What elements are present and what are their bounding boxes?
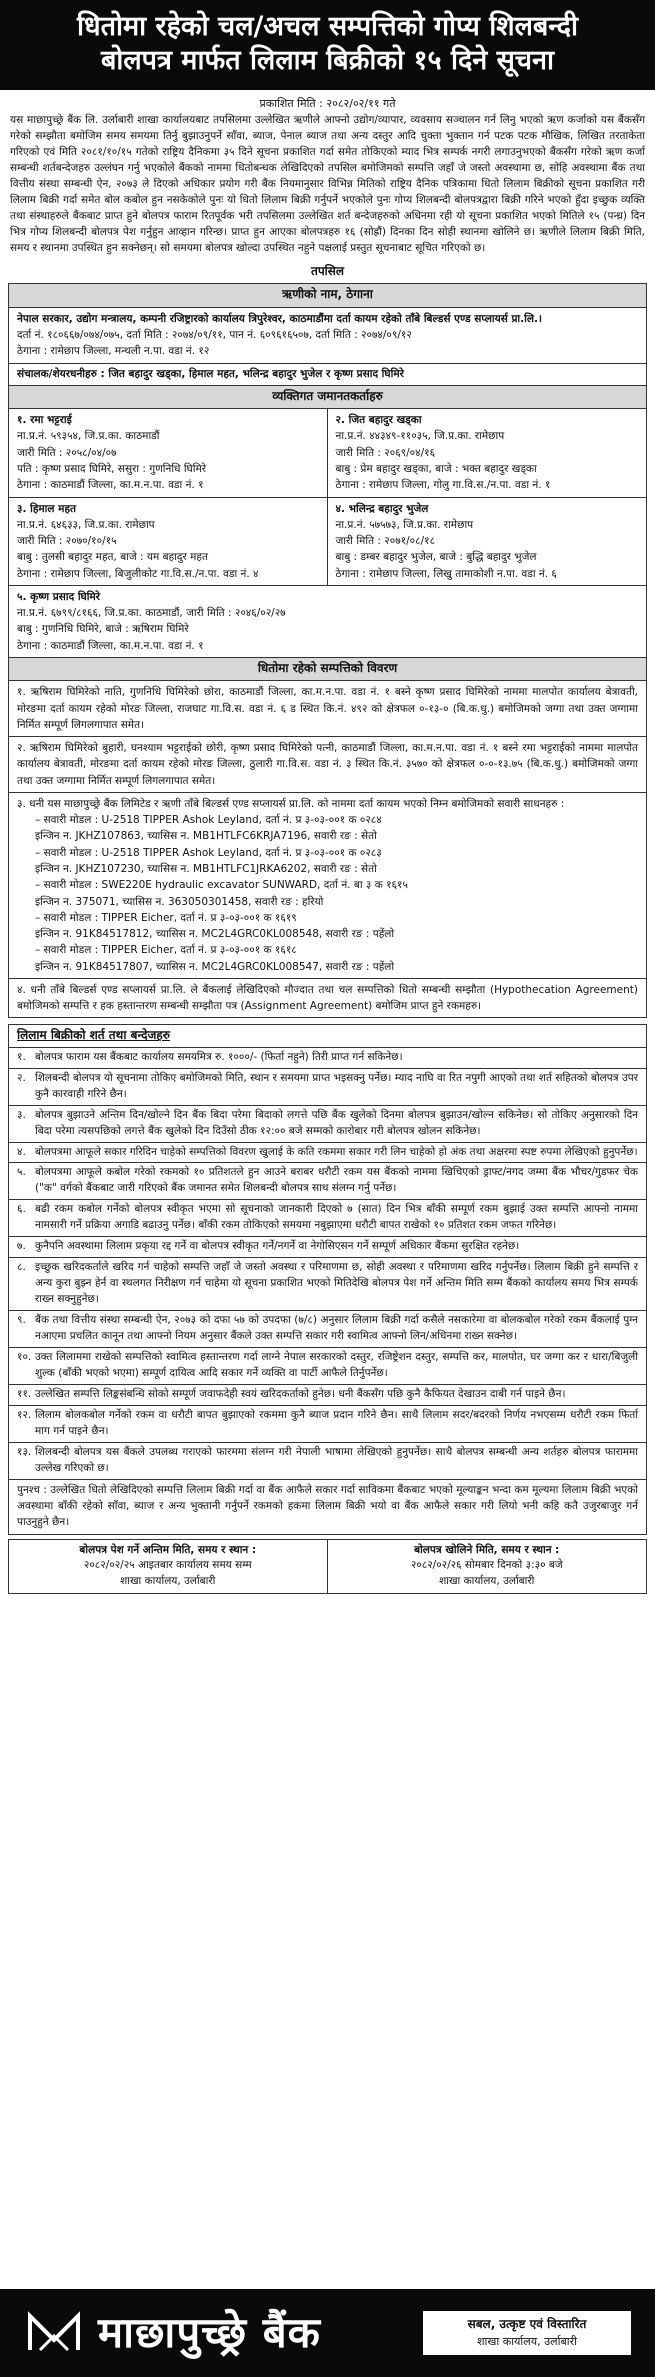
term-text: उल्लेखित सम्पत्ति लिङ्कसंबन्धि सोको सम्पूर्ण जवाफदेही स्वयं खरिदकर्ताको हुनेछ। धनी बैंकसँग पछि कुनै कैफियत देखाउन दाबी गर्न पाइने छैन। <box>35 1387 566 1400</box>
term-text: बैंक तथा वित्तीय संस्था सम्बन्धी ऐन, २०७३ को दफा ५७ को उपदफा (७/८) अनुसार लिलाम बिक्री गर्दा कसैले नसकारेमा वा बोलकबोल गरेको रकम बैंकलाई पुग्न नआएमा प्रचलित कानून तथा आफ्नो नियम अनुसार बैंकले उक्त सम्पत्ति सकार गरी स्वामित्व आफ्नो लिन/अधिनमा राख्न सक्नेछ। <box>35 1314 638 1343</box>
guarantor-name: १. रमा भट्टराई <box>17 414 72 427</box>
bank-tagline: सबल, उत्कृष्ट एवं विस्तारित <box>467 2317 587 2332</box>
guarantor-name: ३. हिमाल महत <box>17 502 77 515</box>
guarantor-line: जारी मिति : २०७०/१०/१५ <box>17 535 117 548</box>
term-text: बढी रकम कबोल गर्नेको बोलपत्र स्वीकृत भएमा सो सूचनाको जानकारी दिएको ७ (सात) दिन भित्र बाँकी सम्पूर्ण रकम बुझाई उक्त सम्पत्ति आफ्नो नाममा नामसारी गर्ने प्रक्रिया अगाडि बढाउनु पर्नेछ। बाँकी रकम तोकिएको समयमा नबुझाएमा धरौटी बापत राखेको १० प्रतिशत रकम जफत गरिनेछ। <box>35 1203 638 1232</box>
guarantor-line: ना.प्र.नं. ६७९९/८१६६, जि.प्र.का. काठमाडौं, जारी मिति : २०४६/०२/२७ <box>17 607 286 620</box>
term-text: कुनैपनि अवस्थामा लिलाम प्रकृया रद्द गर्ने वा बोलपत्र स्वीकृत गर्ने/नगर्ने वा नेगोसिएसन गर्ने सम्पूर्ण अधिकार बैंकमा सुरक्षित रहनेछ। <box>35 1240 520 1253</box>
guarantor-line: जारी मिति : २०६९/०४/१६ <box>335 446 436 459</box>
vehicle-line: – सवारी मोडल : U-2518 TIPPER Ashok Leyland, दर्ता नं. प्र ३-०३-००१ क ०२८४ <box>35 814 382 827</box>
property-item-2: २. ऋषिराम घिमिरेको बुहारी, घनश्याम भट्टराईको छोरी, कृष्ण प्रसाद घिमिरेको पत्नी, काठमाडौं जिल्ला, का.म.न.पा. वडा नं. १ बस्ने रमा भट्टराईको नाममा मालपोत कार्यालय बेत्रावती, मोरङमा दर्ता कायम रहेको मोरङ जिल्ला, ठुलारी गा.वि.स. वडा नं. ३ स्थित कि.नं. ३५७० को क्षेत्रफल ०-०-१३.७५ (बि.क.धु.) बमोजिमको जग्गा तथा उक्त जग्गामा निर्मित सम्पूर्ण लिगलगापात समेत। <box>9 736 646 792</box>
guarantor-line: पति : कृष्ण प्रसाद घिमिरे, ससुरा : गुणनिधि घिमिरे <box>17 463 207 475</box>
guarantor-card-5 <box>9 586 646 657</box>
guarantor-line: बाबु : डम्बर बहादुर भुजेल, बाजे : बुद्धि बहादुर भुजेल <box>335 551 537 564</box>
vehicle-line: – सवारी मोडल : SWE220E hydraulic excavator SUNWARD, दर्ता नं. बा ३ क १६१५ <box>35 879 408 892</box>
term-item <box>9 1236 646 1257</box>
term-item <box>9 1199 646 1236</box>
term-item <box>9 1405 646 1442</box>
vehicle-line: – सवारी मोडल : TIPPER Eicher, दर्ता नं. प्र ३-०३-००१ क १६१९ <box>35 911 297 924</box>
guarantors-grid <box>9 408 646 586</box>
term-number: ६. <box>17 1203 26 1216</box>
mountain-logo-icon <box>26 2310 82 2356</box>
guarantor-card <box>9 498 328 586</box>
term-number: २. <box>17 1071 26 1084</box>
debtor-line-2: दर्ता नं. १८०६६७/०७४/०७५, दर्ता मिति : २०७४/०९/११, पान नं. ६०९६१६५०७, दर्ता मिति : २०७४/०९/१२ <box>17 329 412 342</box>
guarantor-line: ठेगाना : रामेछाप जिल्ला, गोलु गा.वि.स./न.पा. वडा नं. १ <box>335 479 551 492</box>
details-box <box>8 283 647 1018</box>
debtor-line-3: ठेगाना : रामेछाप जिल्ला, मन्थली न.पा. वडा नं. १२ <box>17 345 210 358</box>
guarantor-line: जारी मिति : २०७१/०८/१८ <box>335 535 436 548</box>
submission-date: २०८२/०२/२५ आइतबार कार्यालय समय सम्म <box>83 1559 252 1572</box>
term-number: ४. <box>17 1145 26 1158</box>
guarantor-name: ५. कृष्ण प्रसाद घिमिरे <box>17 590 101 603</box>
submission-place: शाखा कार्यालय, उर्लाबारी <box>120 1575 216 1588</box>
term-item <box>9 1310 646 1347</box>
tagline-box <box>423 2311 631 2354</box>
submission-deadline <box>9 1540 328 1593</box>
term-item <box>9 1347 646 1384</box>
guarantor-line: ना.प्र.नं. ५९३५४, जि.प्र.का. काठमाडौं <box>17 430 160 443</box>
vehicle-line: इन्जिन न. 91K84517807, च्यासिस न. MC2L4GRC0KL008547, सवारी रङ : पहेंलो <box>35 960 395 973</box>
term-number: १. <box>17 1050 26 1063</box>
term-item <box>9 1105 646 1142</box>
postscript-note: पुनश्च : उल्लेखित धितो लेखिदिएको सम्पत्ति लिलाम बिक्री गर्दा वा बैंक आफैले सकार गर्दा साविकमा बैंकबाट भएको मूल्याङ्कन भन्दा कम मूल्यमा लिलाम बिक्री भएको अवस्थामा बाँकी रहेको साँवा, ब्याज र अन्य भुक्तानी गर्नुपर्ने रकमको हकमा लिलाम बिक्री भयो वा बैंक आफैले सकार गरी लियो भनी कहि कतै उजुरबाजुर गर्न पाउनुहुने छैन। <box>9 1479 646 1534</box>
term-number: ८. <box>17 1261 26 1274</box>
directors-line: संचालक/शेयरधनीहरु : जित बहादुर खड्का, हिमाल महत, भलिन्द्र बहादुर भुजेल र कृष्ण प्रसाद घिमिरे <box>9 363 646 385</box>
term-text: बोलपत्रमा आफूले सकार गरिदिन चाहेको सम्पत्तिको विवरण खुलाई के कति रकममा सकार गरी लिन चाहेको हो अंक तथा अक्षरमा स्पष्ट रुपमा लेखिएको हुनुपर्नेछ। <box>35 1145 638 1158</box>
guarantor-line: ठेगाना : रामेछाप जिल्ला, बिजुलीकोट गा.वि.स./न.पा. वडा नं. ४ <box>17 567 259 580</box>
term-item <box>9 1442 646 1479</box>
opening-heading: बोलपत्र खोलिने मिति, समय र स्थान : <box>414 1543 560 1556</box>
terms-heading: लिलाम बिक्रीको शर्त तथा बन्देजहरु <box>17 1028 170 1043</box>
term-number: ३. <box>17 1108 26 1121</box>
guarantor-line: बाबु : प्रेम बहादुर खड्का, बाजे : भक्त बहादुर खड्का <box>335 463 537 475</box>
term-number: ५. <box>17 1166 26 1179</box>
vehicle-line: – सवारी मोडल : TIPPER Eicher, दर्ता नं. प्र ३-०३-००१ क १६१८ <box>35 944 297 957</box>
dates-box <box>8 1539 647 1594</box>
property-item-3 <box>9 792 646 978</box>
opening-place: शाखा कार्यालय, उर्लाबारी <box>439 1575 535 1588</box>
guarantors-heading: व्यक्तिगत जमानतकर्ताहरु <box>9 385 646 408</box>
term-item <box>9 1047 646 1068</box>
opening-date: २०८२/०२/२६ सोमबार दिनको ३:३० बजे <box>410 1559 563 1572</box>
debtor-info <box>9 307 646 363</box>
vehicle-line: इन्जिन न. 375071, च्यासिस न. 363050301458, सवारी रङ : हरियो <box>35 895 324 908</box>
vehicle-line: इन्जिन न. 91K84517812, च्यासिस न. MC2L4GRC0KL008548, सवारी रङ : पहेंलो <box>35 928 395 941</box>
term-item <box>9 1384 646 1405</box>
notice-title-line2: बोलपत्र मार्फत लिलाम बिक्रीको १५ दिने सूचना <box>100 44 555 76</box>
term-item <box>9 1162 646 1199</box>
notice-title-line1: धितोमा रहेको चल/अचल सम्पत्तिको गोप्य शिलबन्दी <box>77 11 578 42</box>
vehicle-line: – सवारी मोडल : U-2518 TIPPER Ashok Leyland, दर्ता नं. प्र ३-०३-००१ क ०२८३ <box>35 846 382 859</box>
property-item-1: १. ऋषिराम घिमिरेको नाति, गुणनिधि घिमिरेको छोरा, काठमाडौं जिल्ला, का.म.न.पा. वडा नं. १ बस्ने कृष्ण प्रसाद घिमिरेको नाममा मालपोत कार्यालय बेत्रावती, मोरङमा दर्ता कायम रहेको मोरङ जिल्ला, राजघाट गा.वि.स. वडा नं. ६ ड स्थित कि.नं. ४९२ को क्षेत्रफल ०-१३-० (बि.क.धु.) बमोजिमको जग्गा तथा उक्त जग्गामा निर्मित सम्पूर्ण लिगलगापात समेत। <box>9 680 646 736</box>
branch-name: शाखा कार्यालय, उर्लाबारी <box>477 2334 577 2348</box>
term-number: ७. <box>17 1240 26 1253</box>
term-text: बोलपत्र फाराम यस बैंकबाट कार्यालय समयमित्र रु. १०००/- (फिर्ता नहुने) तिरी प्राप्त गर्न सकिनेछ। <box>35 1050 403 1063</box>
title-band <box>0 0 655 90</box>
guarantor-line: बाबु : गुणनिधि घिमिरे, बाजे : ऋषिराम घिमिरे <box>17 623 189 636</box>
term-text: बोलपत्रमा आफूले कबोल गरेको रकमको १० प्रतिशतले हुन आउने बराबर धरौटी रकम यस बैंकको नाममा खिचिएको ड्राफ्ट/नगद जम्मा बैंक भौचर/गुडफर चेक ("क" वर्गको बैंकबाट जारी गरिएको बैंक जमानत समेत शिलबन्दी बोलपत्र साथ संलग्न गर्नु पर्नेछ। <box>35 1166 638 1195</box>
term-number: ९. <box>17 1314 26 1327</box>
guarantor-line: ना.प्र.नं. ५७५७३, जि.प्र.का. रामेछाप <box>335 518 474 531</box>
opening-details <box>328 1540 647 1593</box>
term-item <box>9 1257 646 1310</box>
vehicle-line: इन्जिन न. JKHZ107863, च्यासिस न. MB1HTLFC6KRJA7196, सवारी रङ : सेतो <box>35 830 377 843</box>
term-text: बोलपत्र बुझाउने अन्तिम दिन/खोल्ने दिन बैंक बिदा परेमा बिदाको लगत्ते पछि बैंक खुलेको दिनमा बोलपत्र बुझाउन/खोल्न सकिनेछ। सो तोकिए अनुसारको दिन बिदा परेमा त्यसपछिको लगत्ते बैंक खुलेको दिन दिउँसो ठीक १२:०० बजे सम्मको कारोबार गरी बोलपत्र खोलन सकिनेछ। <box>35 1108 638 1137</box>
debtor-heading: ऋणीको नाम, ठेगाना <box>9 284 646 306</box>
term-item <box>9 1142 646 1163</box>
term-text: शिलबन्दी बोलपत्र यस बैंकले उपलब्ध गराएको फारममा संलग्न गरी नेपाली भाषामा लेखिएको हुनुपर्नेछ। साथै बोलपत्र सम्बन्धी अन्य शर्तहरु बोलपत्र फाराममा उल्लेख गरिएको छ। <box>35 1445 638 1474</box>
term-number: १०. <box>17 1351 32 1363</box>
term-number: १३. <box>17 1445 32 1458</box>
vehicles-intro: ३. धनी यस माछापुच्छ्रे बैंक लिमिटेड र ऋणी ताँबे बिल्डर्स एण्ड सप्लायर्स प्रा.लि. को नाममा दर्ता कायम भएको निम्न बमोजिमको सवारी साधनहरु : <box>17 797 565 810</box>
guarantor-line: ठेगाना : रामेछाप जिल्ला, लिखु तामाकोशी न.पा. वडा नं. ६ <box>335 567 557 580</box>
guarantor-card <box>9 409 328 497</box>
guarantor-card <box>328 498 647 586</box>
bank-footer <box>0 2289 655 2377</box>
term-text: इच्छुक खरिदकर्ताले खरिद गर्न चाहेको सम्पत्ति जहाँ जे जस्तो अवस्था र परिमाणमा छ, सोही अवस्था र परिमाणमा खरिद गर्नुपर्नेछ। लिलाम बिक्री हुने सम्पत्ति र अन्य कुरा बुझ्न हेर्न वा स्थलगत निरीक्षण गर्न चाहेमा यो सूचना प्रकाशित भएको मितिदेखि बोलपत्र पेश गर्ने अन्तिम मिति सम्म बैंकको कार्यालय समय भित्र सम्पर्क राख्न सक्नुहुनेछ। <box>35 1261 638 1306</box>
property-item-4: ४. धनी ताँबे बिल्डर्स एण्ड सप्लायर्स प्रा.लि. ले बैंकलाई लेखिदिएको मौज्दात तथा चल सम्पत्तिको धितो सम्बन्धी सम्झौता (Hypothecation Agreement) बमोजिमको सम्पत्ति र हक हस्तान्तरण सम्बन्धी सम्झौता पत्र (Assignment Agreement) बमोजिम प्राप्त हुने रकमहरु। <box>9 978 646 1018</box>
guarantor-line: ना.प्र.नं. ६४६३३, जि.प्र.का. रामेछाप <box>17 518 155 531</box>
published-date: प्रकाशित मिति : २०८२/०२/११ गते <box>259 96 396 110</box>
guarantor-line: जारी मिति : २०५८/०४/०७ <box>17 446 117 459</box>
property-heading: धितोमा रहेको सम्पत्तिको विवरण <box>9 657 646 680</box>
submission-heading: बोलपत्र पेश गर्ने अन्तिम मिति, समय र स्थान : <box>79 1543 257 1556</box>
term-item <box>9 1068 646 1105</box>
term-text: शिलबन्दी बोलपत्र यो सूचनामा तोकिए बमोजिमको मिति, स्थान र समयमा प्राप्त भइसक्नु पर्नेछ। म्याद नाघि वा रित नपुगी आएको तथा शर्त सहितको बोलपत्र उपर कुनै कारवाही गरिने छैन। <box>35 1071 638 1100</box>
term-text: उक्त लिलाममा राखेको सम्पत्तिको स्वामित्व हस्तान्तरण गर्दा लाग्ने नेपाल सरकारको दस्तुर, रजिष्ट्रेशन दस्तुर, सम्पत्ति कर, मालपोत, घर जग्गा कर र धारा/बिजुली शुल्क (बाँकी भएको भएमा) सम्पूर्ण दायित्व आदि सकार गर्ने व्यक्ति वा पार्टी आफैले तिर्नुपर्नेछ। <box>35 1351 638 1379</box>
guarantor-name: ४. भलिन्द्र बहादुर भुजेल <box>335 502 429 515</box>
intro-paragraph: यस माछापुच्छ्रे बैंक लि. उर्लाबारी शाखा कार्यालयबाट तपसिलमा उल्लेखित ऋणीले आफ्नो उद्योग/व्यापार, व्यवसाय सञ्चालन गर्न लिनु भएको ऋण कर्जाको यस बैंकसँग गरेको सम्झौता बमोजिम समय समयमा तिर्नु बुझाउनुपर्ने साँवा, ब्याज, पेनाल ब्याज तथा अन्य दस्तुर आदि चुक्ता भुक्तान गर्न पटक पटक मौखिक, लिखित तरताकेता गरिएको एवं मिति २०८१/१०/१५ गतेको राष्ट्रिय दैनिकमा ३५ दिने सूचना प्रकाशित गर्दा समेत तोकिएको म्याद भित्र सम्पर्क नगरी लगाउनुभएको बैंकसँग गरेको ऋण कर्जा सम्बन्धी शर्तबन्देजहरु उल्लंघन गर्नु भएकोले बैंकको नाममा धितोबन्धक लेखिदिएको तपसिल बमोजिमको सम्पत्ति जहाँ जे जस्तो अवस्थामा छ, सोहि अवस्थामा बैंक तथा वित्तीय संस्था सम्बन्धी ऐन, २०७३ ले दिएको अधिकार प्रयोग गरी बैंक नियमानुसार विभिन्न मितिको राष्ट्रिय दैनिक पत्रिकामा धितो लिलाम बिक्रीको सूचना प्रकाशित गरी लिलाम बिक्री गर्दा समेत बोल कबोल हुन नसकेकोले पुनः यो धितो लिलाम बिक्री गर्नुपर्ने भएकोले पुनः गोप्य शिलबन्दी बोलपत्रद्वारा बिक्री गरिने भएको हुँदा इच्छुक व्यक्ति तथा संस्थाहरुले बैंकबाट प्राप्त हुने बोलपत्र फाराम रितपूर्वक भरी तपसिलमा उल्लेखित शर्त बन्देजहरुको अधिनमा रही यो सूचना प्रकाशित भएको मितिले १५ (पन्ध्र) दिन भित्र गोप्य शिलबन्दी बोलपत्र पेश गर्नुहुन आव्हान गरिन्छ। प्राप्त हुन आएका बोलपत्रहरु १६ (सोह्रौं) दिनका दिन सोही स्थानमा खोलिने छ। ऋणीले लिलाम बिक्री मिति, समय र स्थानमा उपस्थित हुन सक्नेछन्। सो समयमा बोलपत्र खोल्दा उपस्थित नहुने पक्षलाई प्रस्तुत सूचनाबाट सूचित गरिएको छ। <box>10 114 645 255</box>
guarantor-line: ना.प्र.नं. ४४३४९-११०३५, जि.प्र.का. रामेछाप <box>335 430 505 443</box>
terms-box <box>8 1024 647 1534</box>
guarantor-name: २. जित बहादुर खड्का <box>335 414 422 427</box>
term-number: १२. <box>17 1408 32 1421</box>
term-text: लिलाम बोलकबोल गर्नेको रकम वा धरौटी बापत बुझाएको रकममा कुनै ब्याज प्रदान गरिने छैन। साथै लिलाम सदर/बदरको निर्णय नभएसम्म धरौटी रकम फिर्ता माग गर्न पाइने छैन। <box>35 1408 638 1437</box>
term-number: ११. <box>17 1387 32 1400</box>
guarantor-card <box>328 409 647 497</box>
guarantor-line: ठेगाना : काठमाडौं जिल्ला, का.म.न.पा. वडा नं. १ <box>17 639 204 652</box>
vehicle-line: इन्जिन न. JKHZ107230, च्यासिस न. MB1HTLFC1JRKA6202, सवारी रङ : सेतो <box>35 862 377 875</box>
bank-name: माछापुच्छ्रे बैंक <box>98 2307 321 2357</box>
guarantor-line: बाबु : तुलसी बहादुर महत, बाजे : यम बहादुर महत <box>17 551 208 564</box>
guarantor-line: ठेगाना : काठमाडौं जिल्ला, का.म.न.पा. वडा नं. १ <box>17 479 204 492</box>
debtor-line-1: नेपाल सरकार, उद्योग मन्त्रालय, कम्पनी रजिष्ट्रारको कार्यालय त्रिपुरेश्वर, काठमाडौंमा दर्ता कायम रहेको ताँबे बिल्डर्स एण्ड सप्लायर्स प्रा.लि.। <box>17 312 542 325</box>
tapsil-heading: तपसिल <box>310 264 344 279</box>
